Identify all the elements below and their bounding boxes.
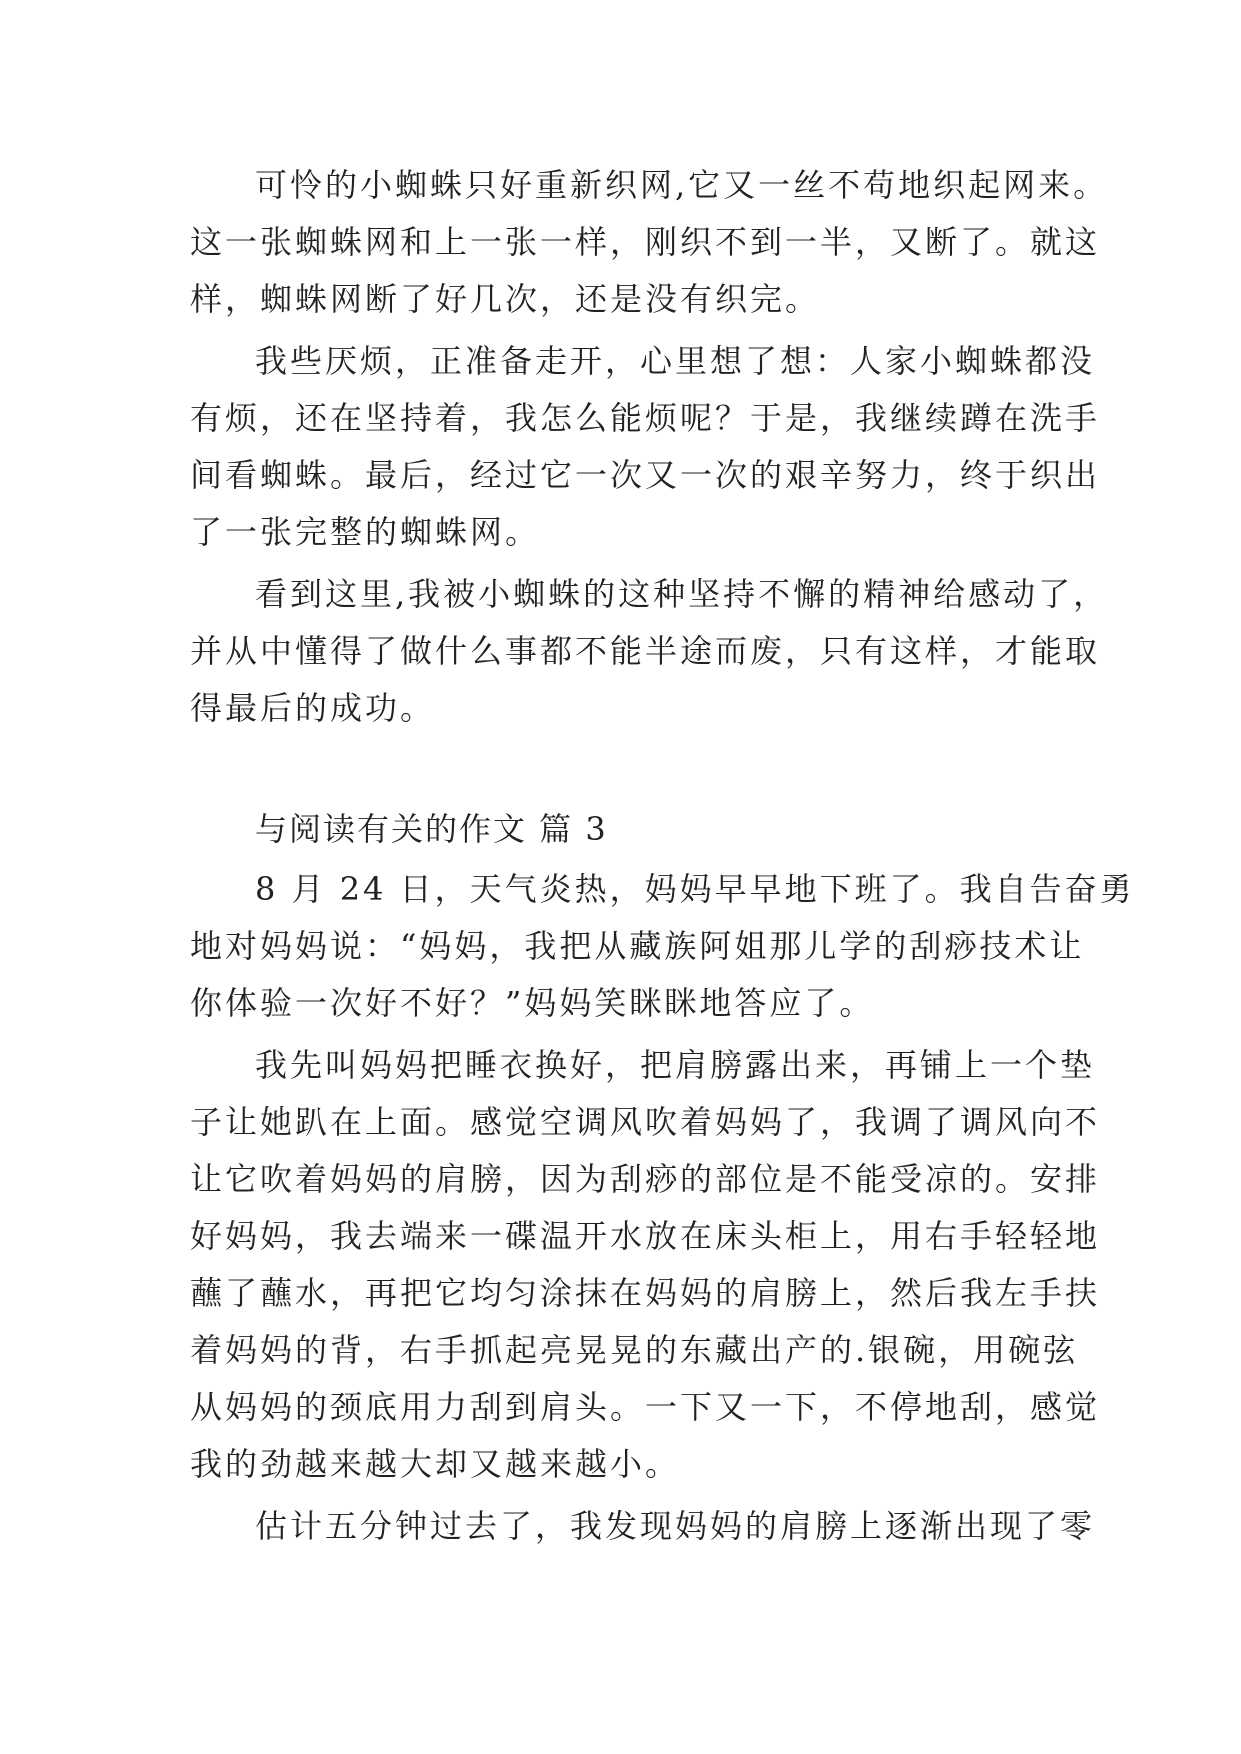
paragraph-2-line-2: 有烦，还在坚持着，我怎么能烦呢？于是，我继续蹲在洗手	[190, 399, 1101, 437]
paragraph-5-line-6: 着妈妈的背，右手抓起亮晃晃的东藏出产的.银碗，用碗弦	[190, 1331, 1079, 1369]
paragraph-2-line-1: 我些厌烦，正准备走开，心里想了想：人家小蜘蛛都没	[255, 342, 1096, 380]
paragraph-6-line-1: 估计五分钟过去了，我发现妈妈的肩膀上逐渐出现了零	[255, 1507, 1096, 1545]
paragraph-4-line-3: 你体验一次好不好？”妈妈笑眯眯地答应了。	[190, 984, 875, 1022]
paragraph-3-line-1: 看到这里,我被小蜘蛛的这种坚持不懈的精神给感动了，	[255, 575, 1109, 613]
paragraph-4-line-1: 8 月 24 日，天气炎热，妈妈早早地下班了。我自告奋勇	[255, 870, 1135, 908]
paragraph-2-line-3: 间看蜘蛛。最后，经过它一次又一次的艰辛努力，终于织出	[190, 456, 1101, 494]
paragraph-5-line-1: 我先叫妈妈把睡衣换好，把肩膀露出来，再铺上一个垫	[255, 1046, 1096, 1084]
paragraph-5-line-2: 子让她趴在上面。感觉空调风吹着妈妈了，我调了调风向不	[190, 1103, 1101, 1141]
paragraph-4-line-2: 地对妈妈说：“妈妈，我把从藏族阿姐那儿学的刮痧技术让	[190, 927, 1085, 965]
paragraph-5-line-5: 蘸了蘸水，再把它均匀涂抹在妈妈的肩膀上，然后我左手扶	[190, 1274, 1101, 1312]
paragraph-5-line-8: 我的劲越来越大却又越来越小。	[190, 1445, 681, 1483]
paragraph-5-line-7: 从妈妈的颈底用力刮到肩头。一下又一下，不停地刮，感觉	[190, 1388, 1101, 1426]
paragraph-1-line-3: 样，蜘蛛网断了好几次，还是没有织完。	[190, 280, 821, 318]
paragraph-3-line-2: 并从中懂得了做什么事都不能半途而废，只有这样，才能取	[190, 632, 1101, 670]
paragraph-1-line-1: 可怜的小蜘蛛只好重新织网,它又一丝不苟地织起网来。	[255, 166, 1109, 204]
paragraph-3-line-3: 得最后的成功。	[190, 689, 436, 727]
section-heading: 与阅读有关的作文 篇 3	[255, 810, 608, 848]
paragraph-5-line-3: 让它吹着妈妈的肩膀，因为刮痧的部位是不能受凉的。安排	[190, 1160, 1101, 1198]
paragraph-1-line-2: 这一张蜘蛛网和上一张一样，刚织不到一半，又断了。就这	[190, 223, 1101, 261]
paragraph-2-line-4: 了一张完整的蜘蛛网。	[190, 513, 541, 551]
paragraph-5-line-4: 好妈妈，我去端来一碟温开水放在床头柜上，用右手轻轻地	[190, 1217, 1101, 1255]
